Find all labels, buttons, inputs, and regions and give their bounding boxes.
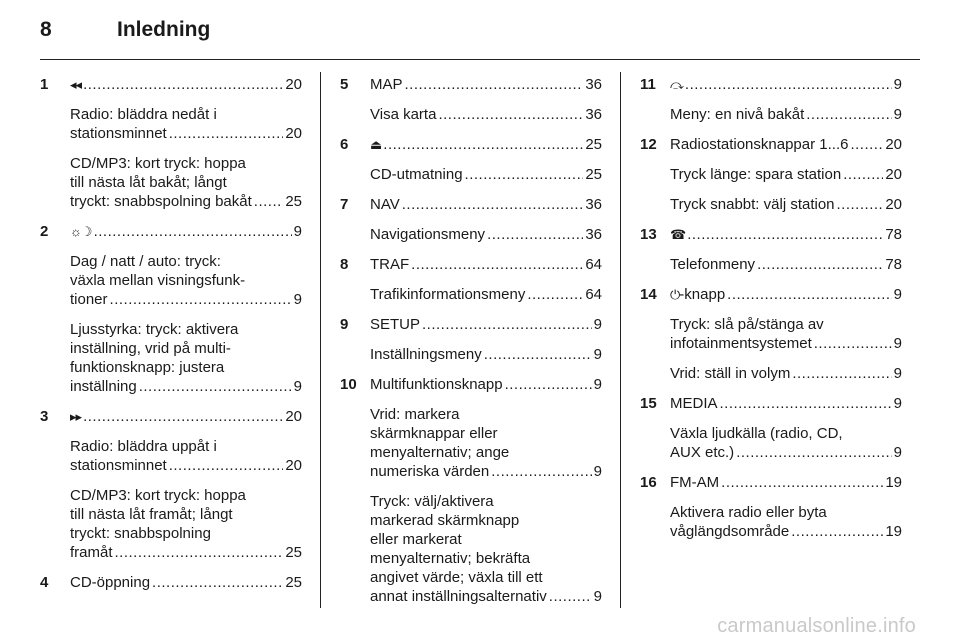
header-divider	[40, 59, 920, 60]
entry-leader-line	[670, 225, 902, 244]
entry-text: NAV	[370, 196, 400, 213]
page-reference: 19	[885, 523, 902, 540]
entry-text: stationsminnet	[70, 457, 167, 474]
entry-leader-line	[670, 334, 902, 353]
item-number: 16	[640, 474, 657, 491]
page-reference: 78	[885, 256, 902, 273]
entry-text-line: angivet värde; växla till ett	[370, 569, 543, 586]
index-entry	[340, 405, 602, 481]
item-number: 4	[40, 574, 49, 591]
leader-dots	[422, 315, 592, 334]
entry-text: MEDIA	[670, 395, 718, 412]
entry-text-line: inställning, vrid på multi-	[70, 340, 231, 357]
item-number: 9	[340, 316, 349, 333]
index-entry	[340, 135, 602, 154]
phone-icon: ☎	[670, 227, 686, 242]
rewind-icon: ◂◂	[70, 77, 82, 92]
entry-text-line: menyalternativ; bekräfta	[370, 550, 531, 567]
entry-leader-line	[670, 255, 902, 274]
entry-leader-line	[70, 456, 302, 475]
leader-dots	[465, 165, 584, 184]
page-reference: 20	[285, 457, 302, 474]
page-reference: 9	[293, 378, 302, 395]
page-reference: 25	[285, 544, 302, 561]
page-reference: 9	[593, 316, 602, 333]
entry-text-line: till nästa låt framåt; långt	[70, 506, 233, 523]
entry-leader-line	[370, 375, 602, 394]
entry-text: FM-AM	[670, 474, 720, 491]
page-reference: 9	[593, 588, 602, 605]
index-entry	[640, 473, 902, 492]
page-reference: 9	[293, 291, 302, 308]
entry-text-line: tryckt: snabbspolning	[70, 525, 211, 542]
entry-text: framåt	[70, 544, 113, 561]
entry-leader-line	[370, 255, 602, 274]
leader-dots	[757, 255, 883, 274]
index-column-2	[340, 75, 602, 617]
entry-leader-line	[370, 195, 602, 214]
index-entry	[40, 486, 302, 562]
entry-text-line: Radio: bläddra uppåt i	[70, 438, 217, 455]
page-reference: 9	[893, 395, 902, 412]
entry-leader-line	[670, 75, 902, 94]
page-reference: 9	[893, 286, 902, 303]
index-entry	[340, 105, 602, 124]
entry-text-line: växla mellan visningsfunk-	[70, 272, 246, 289]
page-reference: 36	[585, 106, 602, 123]
entry-leader-line	[670, 285, 902, 304]
page-reference: 9	[893, 76, 902, 93]
entry-text-line: Tryck: slå på/stänga av	[670, 316, 824, 333]
entry-leader-line	[70, 222, 302, 241]
index-entry	[640, 364, 902, 383]
index-column-3	[640, 75, 902, 552]
entry-leader-line	[370, 75, 602, 94]
entry-text-line: Växla ljudkälla (radio, CD,	[670, 425, 843, 442]
index-entry	[640, 135, 902, 154]
entry-text: Meny: en nivå bakåt	[670, 106, 805, 123]
page-title: Inledning	[117, 18, 211, 41]
index-entry	[640, 75, 902, 94]
entry-leader-line	[70, 407, 302, 426]
entry-leader-line	[370, 587, 602, 606]
item-number: 7	[340, 196, 349, 213]
entry-text-line: menyalternativ; ange	[370, 444, 510, 461]
entry-leader-line	[670, 135, 902, 154]
entry-text-line: skärmknappar eller	[370, 425, 498, 442]
entry-text: stationsminnet	[70, 125, 167, 142]
page-reference: 25	[285, 574, 302, 591]
day-night-icon: ☼☽	[70, 224, 92, 239]
page-reference: 36	[585, 76, 602, 93]
index-entry	[640, 503, 902, 541]
index-entry	[640, 225, 902, 244]
entry-leader-line	[670, 165, 902, 184]
entry-text: Navigationsmeny	[370, 226, 486, 243]
entry-text-line: CD/MP3: kort tryck: hoppa	[70, 155, 246, 172]
index-entry	[340, 492, 602, 606]
leader-dots	[83, 407, 283, 426]
leader-dots	[850, 135, 883, 154]
entry-text: Tryck länge: spara station	[670, 166, 842, 183]
index-entry	[40, 407, 302, 426]
page-reference: 9	[893, 365, 902, 382]
page-reference: 9	[593, 463, 602, 480]
entry-text: Visa karta	[370, 106, 437, 123]
entry-leader-line	[370, 105, 602, 124]
page-reference: 20	[885, 196, 902, 213]
entry-text: CD-öppning	[70, 574, 151, 591]
entry-leader-line	[70, 543, 302, 562]
item-number: 10	[340, 376, 357, 393]
leader-dots	[727, 285, 891, 304]
leader-dots	[806, 105, 891, 124]
entry-text: tryckt: snabbspolning bakåt	[70, 193, 252, 210]
item-number: 13	[640, 226, 657, 243]
entry-leader-line	[670, 443, 902, 462]
entry-leader-line	[670, 522, 902, 541]
entry-text-line: Tryck: välj/aktivera	[370, 493, 494, 510]
page-reference: 9	[593, 376, 602, 393]
entry-text: numeriska värden	[370, 463, 490, 480]
leader-dots	[685, 75, 892, 94]
entry-text: Vrid: ställ in volym	[670, 365, 791, 382]
leader-dots	[549, 587, 592, 606]
entry-leader-line	[70, 290, 302, 309]
leader-dots	[721, 473, 883, 492]
index-entry	[640, 105, 902, 124]
entry-text: Multifunktionsknapp	[370, 376, 503, 393]
item-number: 2	[40, 223, 49, 240]
entry-leader-line	[370, 135, 602, 154]
leader-dots	[83, 75, 283, 94]
leader-dots	[687, 225, 883, 244]
leader-dots	[411, 255, 583, 274]
item-number: 6	[340, 136, 349, 153]
page-reference: 20	[885, 136, 902, 153]
index-entry	[640, 165, 902, 184]
entry-text: annat inställningsalternativ	[370, 588, 547, 605]
page-reference: 36	[585, 226, 602, 243]
leader-dots	[110, 290, 292, 309]
entry-leader-line	[370, 315, 602, 334]
leader-dots	[169, 456, 284, 475]
entry-text: tioner	[70, 291, 108, 308]
page-reference: 9	[593, 346, 602, 363]
entry-text-line: Vrid: markera	[370, 406, 460, 423]
fast-forward-icon: ▸▸	[70, 409, 82, 424]
leader-dots	[484, 345, 592, 364]
page-reference: 25	[585, 166, 602, 183]
index-column-1	[40, 75, 302, 603]
entry-text: Telefonmeny	[670, 256, 756, 273]
item-number: 3	[40, 408, 49, 425]
index-entry	[340, 195, 602, 214]
entry-leader-line	[670, 105, 902, 124]
index-entry	[340, 75, 602, 94]
back-icon: ⤼	[670, 77, 683, 92]
index-entry	[340, 225, 602, 244]
leader-dots	[115, 543, 284, 562]
leader-dots	[402, 195, 584, 214]
leader-dots	[792, 364, 891, 383]
index-entry	[340, 255, 602, 274]
index-entry	[40, 105, 302, 143]
leader-dots	[837, 195, 884, 214]
column-divider	[320, 72, 321, 608]
entry-text-line: till nästa låt bakåt; långt	[70, 174, 227, 191]
entry-text: SETUP	[370, 316, 421, 333]
entry-text: Inställningsmeny	[370, 346, 482, 363]
page-reference: 9	[893, 335, 902, 352]
entry-leader-line	[670, 473, 902, 492]
index-entry	[340, 165, 602, 184]
index-entry	[340, 345, 602, 364]
index-entry	[640, 195, 902, 214]
entry-text: Trafikinformationsmeny	[370, 286, 526, 303]
page-reference: 64	[585, 286, 602, 303]
entry-leader-line	[70, 377, 302, 396]
leader-dots	[438, 105, 583, 124]
leader-dots	[383, 135, 583, 154]
entry-leader-line	[70, 573, 302, 592]
item-number: 11	[640, 76, 656, 93]
power-icon: ⏻	[670, 287, 680, 302]
entry-text-line: Ljusstyrka: tryck: aktivera	[70, 321, 239, 338]
entry-leader-line	[670, 195, 902, 214]
index-entry	[40, 252, 302, 309]
index-entry	[40, 222, 302, 241]
entry-leader-line	[370, 225, 602, 244]
page-reference: 20	[885, 166, 902, 183]
entry-leader-line	[670, 364, 902, 383]
entry-text-line: CD/MP3: kort tryck: hoppa	[70, 487, 246, 504]
page-reference: 25	[585, 136, 602, 153]
entry-text-line: markerad skärmknapp	[370, 512, 520, 529]
leader-dots	[94, 222, 292, 241]
item-number: 8	[340, 256, 349, 273]
leader-dots	[505, 375, 592, 394]
index-entry	[640, 285, 902, 304]
leader-dots	[491, 462, 591, 481]
leader-dots	[405, 75, 584, 94]
eject-icon: ⏏	[370, 137, 382, 152]
entry-text: inställning	[70, 378, 137, 395]
entry-text-line: Aktivera radio eller byta	[670, 504, 827, 521]
item-number: 14	[640, 286, 657, 303]
page-reference: 20	[285, 125, 302, 142]
leader-dots	[843, 165, 883, 184]
column-divider	[620, 72, 621, 608]
entry-leader-line	[70, 75, 302, 94]
index-entry	[40, 320, 302, 396]
entry-text: MAP	[370, 76, 403, 93]
watermark: carmanualsonline.info	[717, 615, 916, 637]
leader-dots	[487, 225, 583, 244]
entry-leader-line	[670, 394, 902, 413]
entry-text: Radiostationsknappar 1...6	[670, 136, 849, 153]
entry-text: våglängdsområde	[670, 523, 790, 540]
page-reference: 25	[285, 193, 302, 210]
leader-dots	[736, 443, 891, 462]
page-reference: 20	[285, 76, 302, 93]
entry-leader-line	[370, 345, 602, 364]
entry-text: infotainmentsystemet	[670, 335, 812, 352]
entry-leader-line	[70, 124, 302, 143]
page-reference: 9	[893, 444, 902, 461]
entry-text-line: funktionsknapp: justera	[70, 359, 225, 376]
page-number: 8	[40, 18, 52, 41]
item-number: 1	[40, 76, 49, 93]
index-entry	[340, 375, 602, 394]
entry-text: -knapp	[679, 286, 726, 303]
leader-dots	[169, 124, 284, 143]
entry-text: Tryck snabbt: välj station	[670, 196, 835, 213]
leader-dots	[791, 522, 883, 541]
entry-text: AUX etc.)	[670, 444, 735, 461]
index-entry	[340, 315, 602, 334]
index-entry	[40, 75, 302, 94]
page-reference: 64	[585, 256, 602, 273]
page-reference: 20	[285, 408, 302, 425]
index-entry	[640, 315, 902, 353]
leader-dots	[814, 334, 892, 353]
page-reference: 9	[893, 106, 902, 123]
leader-dots	[152, 573, 283, 592]
index-entry	[640, 424, 902, 462]
leader-dots	[254, 192, 284, 211]
entry-leader-line	[370, 285, 602, 304]
item-number: 15	[640, 395, 657, 412]
entry-text: CD-utmatning	[370, 166, 463, 183]
page-reference: 78	[885, 226, 902, 243]
index-entry	[40, 437, 302, 475]
leader-dots	[720, 394, 892, 413]
page-reference: 19	[885, 474, 902, 491]
entry-text-line: eller markerat	[370, 531, 462, 548]
entry-leader-line	[70, 192, 302, 211]
leader-dots	[139, 377, 292, 396]
index-entry	[340, 285, 602, 304]
entry-text-line: Radio: bläddra nedåt i	[70, 106, 217, 123]
item-number: 12	[640, 136, 657, 153]
page-reference: 9	[293, 223, 302, 240]
index-entry	[640, 255, 902, 274]
index-entry	[640, 394, 902, 413]
entry-text-line: Dag / natt / auto: tryck:	[70, 253, 221, 270]
entry-leader-line	[370, 462, 602, 481]
item-number: 5	[340, 76, 349, 93]
entry-leader-line	[370, 165, 602, 184]
index-entry	[40, 573, 302, 592]
index-entry	[40, 154, 302, 211]
page-reference: 36	[585, 196, 602, 213]
entry-text: TRAF	[370, 256, 410, 273]
leader-dots	[527, 285, 583, 304]
